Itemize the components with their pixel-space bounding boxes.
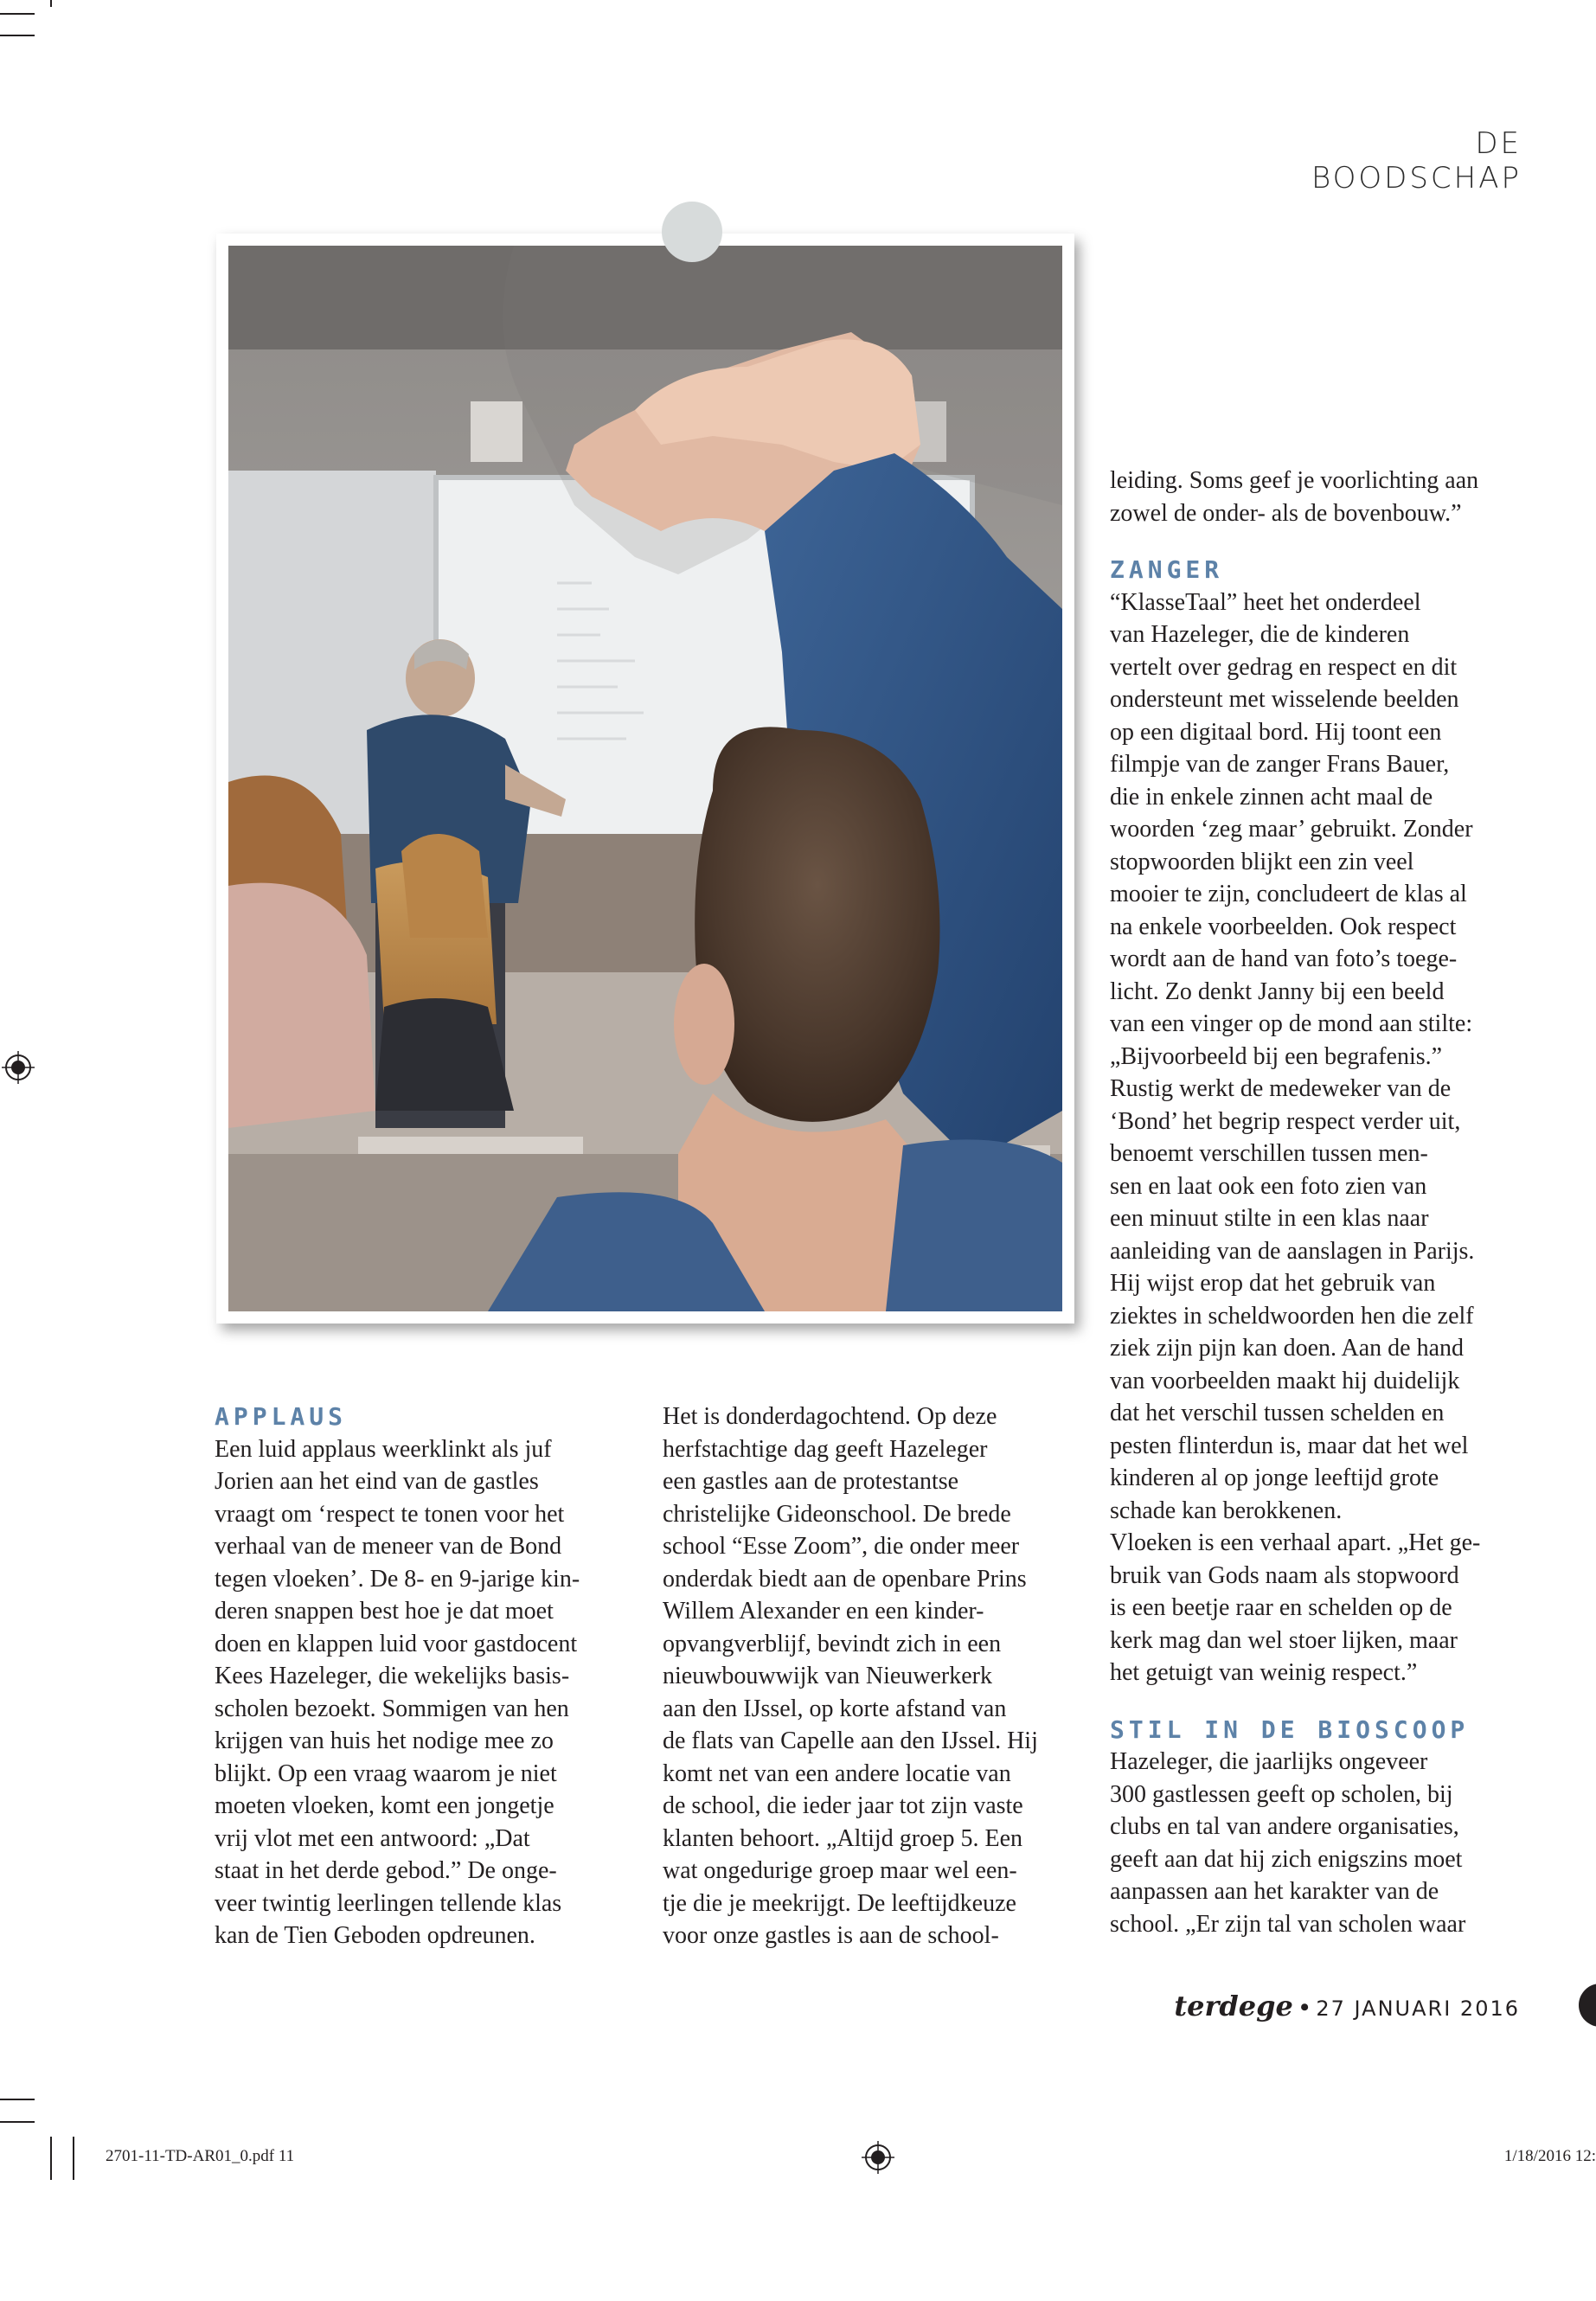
text-line: Het is donderdagochtend. Op deze bbox=[663, 1403, 997, 1430]
text-line: aanpassen aan het karakter van de bbox=[1110, 1878, 1439, 1905]
text-line: woorden ‘zeg maar’ gebruikt. Zonder bbox=[1110, 816, 1473, 843]
text-line: vraagt om ‘respect te tonen voor het bbox=[215, 1500, 565, 1528]
text-line: bruik van Gods naam als stopwoord bbox=[1110, 1561, 1459, 1589]
text-line: Willem Alexander en een kinder- bbox=[663, 1598, 984, 1625]
footer-separator: • bbox=[1299, 1993, 1310, 2022]
text-line: is een beetje raar en schelden op de bbox=[1110, 1594, 1452, 1621]
text-line: ziek zijn pijn kan doen. Aan de hand bbox=[1110, 1335, 1464, 1362]
text-line: de flats van Capelle aan den IJssel. Hij bbox=[663, 1727, 1038, 1754]
column-1 bbox=[215, 1400, 664, 1952]
text-line: Hazeleger, die jaarlijks ongeveer bbox=[1110, 1748, 1428, 1775]
print-slug-file: 2701-11-TD-AR01_0.pdf 11 bbox=[106, 2147, 295, 2165]
text-line: Vloeken is een verhaal apart. „Het ge- bbox=[1110, 1529, 1481, 1556]
text-line: klanten behoort. „Altijd groep 5. Een bbox=[663, 1824, 1022, 1852]
text-line: aan den IJssel, op korte afstand van bbox=[663, 1695, 1007, 1722]
text-line: krijgen van huis het nodige mee zo bbox=[215, 1727, 554, 1754]
crop-mark bbox=[0, 35, 35, 36]
page-number-tab bbox=[1579, 1984, 1596, 2027]
column-2 bbox=[663, 1400, 1112, 1952]
text-line: van een vinger op de mond aan stilte: bbox=[1110, 1010, 1473, 1037]
text-line: ondersteunt met wisselende beelden bbox=[1110, 686, 1459, 713]
text-line: de school, die ieder jaar tot zijn vaste bbox=[663, 1792, 1023, 1819]
text-line: nieuwbouwwijk van Nieuwerkerk bbox=[663, 1663, 993, 1689]
text-line: een gastles aan de protestantse bbox=[663, 1468, 959, 1495]
text-line: het getuigt van weinig respect.” bbox=[1110, 1659, 1418, 1686]
text-line: Kees Hazeleger, die wekelijks basis- bbox=[215, 1663, 570, 1689]
text-line: wordt aan de hand van foto’s toege- bbox=[1110, 945, 1458, 972]
crop-mark bbox=[0, 13, 35, 15]
text-line: sen en laat ook een foto zien van bbox=[1110, 1172, 1427, 1200]
text-line: leiding. Soms geef je voorlichting aan bbox=[1110, 467, 1479, 494]
classroom-photo bbox=[228, 246, 1062, 1311]
brand-logo: terdege bbox=[1174, 1990, 1293, 2022]
column-3 bbox=[1110, 465, 1525, 1940]
text-line: die in enkele zinnen acht maal de bbox=[1110, 783, 1433, 811]
text-line: kerk mag dan wel stoer lijken, maar bbox=[1110, 1626, 1458, 1654]
text-line: benoemt verschillen tussen men- bbox=[1110, 1140, 1428, 1167]
text-line: geeft aan dat hij zich enigszins moet bbox=[1110, 1845, 1463, 1873]
text-line: staat in het derde gebod.” De onge- bbox=[215, 1857, 557, 1884]
text-line: „Bijvoorbeeld bij een begrafenis.” bbox=[1110, 1042, 1443, 1070]
text-line: zowel de onder- als de bovenbouw.” bbox=[1110, 499, 1462, 527]
text-line: mooier te zijn, concludeert de klas al bbox=[1110, 881, 1467, 907]
text-line: voor onze gastles is aan de school- bbox=[663, 1922, 999, 1949]
crop-mark bbox=[73, 2137, 74, 2180]
text-line: Hij wijst erop dat het gebruik van bbox=[1110, 1270, 1436, 1297]
text-line: ‘Bond’ het begrip respect verder uit, bbox=[1110, 1107, 1461, 1135]
text-line: op een digitaal bord. Hij toont een bbox=[1110, 718, 1442, 746]
crop-mark bbox=[0, 2121, 35, 2123]
text-line: “KlasseTaal” heet het onderdeel bbox=[1110, 588, 1421, 616]
text-line: school “Esse Zoom”, die onder meer bbox=[663, 1533, 1020, 1560]
text-line: een minuut stilte in een klas naar bbox=[1110, 1205, 1429, 1232]
text-line: tje die je meekrijgt. De leeftijdkeuze bbox=[663, 1889, 1016, 1917]
text-line: van Hazeleger, die de kinderen bbox=[1110, 621, 1410, 648]
text-line: aanleiding van de aanslagen in Parijs. bbox=[1110, 1237, 1475, 1265]
spacer bbox=[1110, 1689, 1525, 1714]
crop-mark bbox=[0, 2099, 35, 2100]
text-line: van voorbeelden maakt hij duidelijk bbox=[1110, 1367, 1460, 1394]
text-line: kan de Tien Geboden opdreunen. bbox=[215, 1922, 535, 1949]
text-line: 300 gastlessen geeft op scholen, bij bbox=[1110, 1780, 1453, 1808]
heading-applaus: APPLAUS bbox=[215, 1402, 348, 1431]
text-line: komt net van een andere locatie van bbox=[663, 1759, 1011, 1787]
text-line: Een luid applaus weerklinkt als juf bbox=[215, 1435, 552, 1463]
text-line: ziektes in scheldwoorden hen die zelf bbox=[1110, 1302, 1474, 1330]
text-line: Rustig werkt de medeweker van de bbox=[1110, 1075, 1452, 1102]
text-line: moeten vloeken, komt een jongetje bbox=[215, 1792, 554, 1819]
text-line: pesten flinterdun is, maar dat het wel bbox=[1110, 1432, 1469, 1459]
text-line: filmpje van de zanger Frans Bauer, bbox=[1110, 751, 1450, 778]
text-line: stopwoorden blijkt een zin veel bbox=[1110, 848, 1414, 875]
text-line: deren snappen best hoe je dat moet bbox=[215, 1598, 554, 1625]
section-title: DE BOODSCHAP bbox=[1311, 126, 1522, 195]
text-line: veer twintig leerlingen tellende klas bbox=[215, 1889, 562, 1917]
text-line: school. „Er zijn tal van scholen waar bbox=[1110, 1910, 1466, 1938]
crop-mark bbox=[50, 2137, 52, 2180]
heading-zanger: ZANGER bbox=[1110, 555, 1224, 584]
spacer bbox=[1110, 529, 1525, 554]
text-line: dat het verschil tussen schelden en bbox=[1110, 1400, 1445, 1426]
text-line: kinderen al op jonge leeftijd grote bbox=[1110, 1465, 1439, 1491]
text-line: licht. Zo denkt Janny bij een beeld bbox=[1110, 977, 1445, 1005]
heading-stil-in-de-bioscoop: STIL IN DE BIOSCOOP bbox=[1110, 1715, 1470, 1744]
text-line: vrij vlot met een antwoord: „Dat bbox=[215, 1824, 530, 1852]
registration-mark-icon bbox=[862, 2141, 894, 2174]
text-line: schade kan berokkenen. bbox=[1110, 1497, 1343, 1524]
text-line: doen en klappen luid voor gastdocent bbox=[215, 1630, 578, 1657]
registration-mark-icon bbox=[2, 1051, 35, 1084]
article-photo bbox=[216, 234, 1074, 1324]
text-line: vertelt over gedrag en respect en dit bbox=[1110, 653, 1458, 681]
page-footer bbox=[1174, 1990, 1520, 2022]
text-line: wat ongedurige groep maar wel een- bbox=[663, 1857, 1017, 1884]
text-line: scholen bezoekt. Sommigen van hen bbox=[215, 1695, 569, 1722]
photo-pin bbox=[662, 202, 722, 262]
text-line: tegen vloeken’. De 8- en 9-jarige kin- bbox=[215, 1565, 580, 1593]
text-line: herfstachtige dag geeft Hazeleger bbox=[663, 1435, 988, 1463]
text-line: christelijke Gideonschool. De brede bbox=[663, 1500, 1011, 1528]
text-line: clubs en tal van andere organisaties, bbox=[1110, 1813, 1459, 1840]
text-line: Jorien aan het eind van de gastles bbox=[215, 1468, 539, 1495]
text-line: blijkt. Op een vraag waarom je niet bbox=[215, 1759, 557, 1787]
print-slug-timestamp: 1/18/2016 12: bbox=[1503, 2147, 1596, 2165]
text-line: na enkele voorbeelden. Ook respect bbox=[1110, 913, 1457, 940]
issue-date: 27 JANUARI 2016 bbox=[1316, 1997, 1520, 2021]
crop-mark bbox=[50, 0, 52, 7]
text-line: onderdak biedt aan de openbare Prins bbox=[663, 1565, 1027, 1593]
text-line: opvangverblijf, bevindt zich in een bbox=[663, 1630, 1002, 1657]
text-line: verhaal van de meneer van de Bond bbox=[215, 1533, 562, 1560]
